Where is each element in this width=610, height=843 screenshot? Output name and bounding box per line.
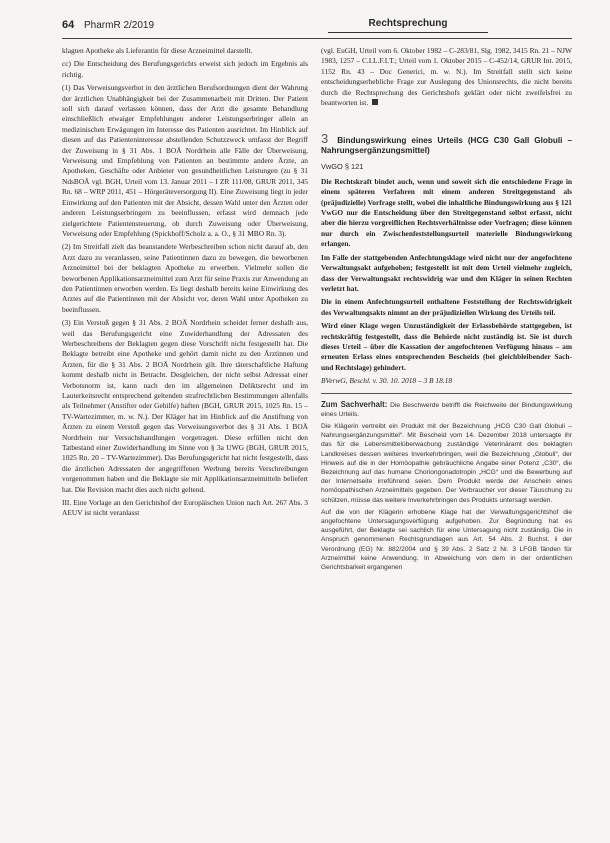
article-number: 3 bbox=[321, 131, 329, 147]
paragraph: (2) Im Streitfall zielt das beanstandete Werbeschreiben schon nicht darauf ab, den Arzt dazu zu veranlassen, seine Patientinnen dazu zu bewegen, die beworbenen Arzneimittel bei der beklagten Apotheke zu erwerben. Vielmehr sollen die beworbenen Applikationsarzneimittel zum Arzt für seine Praxis zur Anwendung an den Patientinnen erworben werden. Es liegt deshalb bereits keine Einwirkung des Arztes auf die Patientinnen mit der Absicht vor, deren Wahl unter Apotheken zu beeinflussen. bbox=[62, 242, 308, 314]
sachverhalt-paragraph: Die Klägerin vertreibt ein Produkt mit der Bezeichnung „HCG C30 Gall Globuli – Nahrungsergänzungsmittel“. Mit Bescheid vom 14. Dezember 2018 untersagte ihr das für die Lebensmittelüberwachung zuständige Veterinäramt des beklagten Landkreises dessen weiteres Inverkehrbringen, weil die Bezeichnung „Globuli“, der Hinweis auf die in der Homöopathie gebräuchliche Angabe einer Potenz „C30“, die Bezeichnung auf das humane Choriongonadotropin „HCG“ und die Bewerbung auf der Internetseite irreführend seien. Dem Produkt werde der Anschein eines homöopathischen Arzneimittels gegeben. Der Verbraucher vor dieser Täuschung zu schützen, müsse das weitere Inverkehrbringen des Produkts untersagt werden. bbox=[321, 422, 572, 504]
intro-text: (vgl. EuGH, Urteil vom 6. Oktober 1982 – C-283/81, Slg. 1982, 3415 Rn. 21 – NJW 1983, 1257 – C.I.L.F.I.T.; Urteil vom 1. Oktober 2015 – C-452/14, GRUR Int. 2015, 1152 Rn. 43 – Doc Generici, m. w. N.). Im Streitfall stellt sich keine entscheidungserhebliche Frage zur Auslegung des Unionsrechts, die nicht bereits durch die Rechtsprechung des Gerichtshofs geklärt oder nicht zweifelsfrei zu beantworten ist. bbox=[321, 46, 572, 108]
intro-paragraph bbox=[321, 46, 572, 108]
page-number: 64 bbox=[62, 19, 75, 31]
sachverhalt-lead-paragraph bbox=[321, 400, 572, 419]
paragraph: cc) Die Entscheidung des Berufungsgerichts erweist sich jedoch im Ergebnis als richtig. bbox=[62, 59, 308, 79]
sachverhalt-lead: Die Beschwerde betrifft die Reichweite der Bindungswirkung eines Urteils. bbox=[321, 401, 572, 418]
headnote: Die in einem Anfechtungsurteil enthaltene Feststellung der Rechtswidrigkeit des Verwaltungsakts nimmt an der präjudiziellen Wirkung des Urteils teil. bbox=[321, 297, 572, 317]
paragraph: (3) Ein Verstoß gegen § 31 Abs. 2 BOÄ Nordrhein scheidet ferner deshalb aus, weil das Berufungsgericht eine Zuwiderhandlung der Adressaten des Werbeschreibens der Beklagten gegen diese Vorschrift nicht festgestellt hat. Die Beklagte betreibt eine Apotheke und gehört damit nicht zu den Ärztinnen und Ärzten, für die § 31 Abs. 2 BOÄ Nordrhein gilt. Ihre täterschaftliche Haftung kommt deshalb nicht in Betracht. Desgleichen, der nicht selbst Adressat einer Verbotsnorm ist, kann nach den im allgemeinen Deliktsrecht und im Lauterkeitsrecht entsprechend geltenden strafrechtlichen Bestimmungen allenfalls als Teilnehmer (Anstifter oder Gehilfe) haften (BGH, GRUR 2015, 1025 Rn. 15 – TV-Wartezimmer, m. w. N.). Der Kläger hat im Hinblick auf die Anstiftung von Ärzten zu einem Verstoß gegen das Verweisungsverbot des § 31 Abs. 1 BOÄ Nordrhein nur Versuchshandlungen vorgetragen. Diese erfüllen nicht den Tatbestand einer Zuwiderhandlung im Sinne von § 3a UWG (BGH, GRUR 2015, 1025 Rn. 20 – TV-Wartezimmer). Das Berufungsgericht hat nicht festgestellt, dass die ärztlichen Adressaten der angegriffenen Werbung bereits Verschreibungen vorgenommen haben und die Beklagte sie mit Applikationsarzneimitteln beliefert hat. Die Revision macht dies auch nicht geltend. bbox=[62, 318, 308, 494]
headnote: Im Falle der stattgebenden Anfechtungsklage wird nicht nur der angefochtene Verwaltungsakt aufgehoben; festgestellt ist mit dem Urteil vielmehr zugleich, dass der Verwaltungsakt rechtswidrig war und den Kläger in seinen Rechten verletzt hat. bbox=[321, 252, 572, 293]
court-citation: BVerwG, Beschl. v. 30. 10. 2018 – 3 B 18.18 bbox=[321, 376, 453, 386]
header-rule bbox=[62, 38, 572, 39]
sachverhalt-heading: Zum Sachverhalt: bbox=[321, 399, 388, 409]
paragraph: III. Eine Vorlage an den Gerichtshof der Europäischen Union nach Art. 267 Abs. 3 AEUV ist nicht veranlasst bbox=[62, 498, 308, 518]
article-heading bbox=[321, 131, 573, 156]
section-title: Rechtsprechung bbox=[328, 18, 488, 33]
page-header bbox=[62, 14, 572, 44]
paragraph: (1) Das Verweisungsverbot in den ärztlichen Berufsordnungen dient der Wahrung der ärztlichen Unabhängigkeit bei der Zusammenarbeit mit Dritten. Der Patient soll sich darauf verlassen können, dass der Arzt die gesamte Behandlung einschließlich etwaiger Empfehlungen anderer Leistungserbringer allein an medizinischen Erwägungen im Interesse des Patienten ausrichtet. Im Hinblick auf diesen auf das Patienteninteresse abstellenden Schutzzweck umfasst der Begriff der Zuweisung in § 31 Abs. 1 BOÄ Nordrhein alle Fälle der Überweisung, Verweisung und Empfehlung von Patienten an bestimmte andere Ärzte, an Apotheken, Geschäfte oder Anbieter von gesundheitlichen Leistungen (zu § 31 NdsBOÄ vgl. BGH, Urteil vom 13. Januar 2011 – I ZR 111/08, GRUR 2011, 345 Rn. 68 – WRP 2011, 451 – Hörgeräteversorgung II). Eine Zuweisung liegt in jeder Einwirkung auf den Patienten mit der Absicht, dessen Wahl unter den Ärzten oder anderen Leistungserbringern zu beeinflussen, erfasst wird demnach jede zielgerichtete Patientensteuerung, ob durch Zuweisung oder Überweisung, Verweisung oder Empfehlung (Spickhoff/Scholz a. a. O., § 31 MBO Rn. 3). bbox=[62, 83, 308, 238]
headnote: Die Rechtskraft bindet auch, wenn und soweit sich die entschiedene Frage in einem späteren Verfahren mit einem anderen Streitgegenstand als (präjudizielle) Vorfrage stellt, wobei die inhaltliche Bindungswirkung aus § 121 VwGO nur die Entscheidung über den Streitgegenstand selbst erfasst, nicht aber die hierzu vorgreiflichen Rechtsverhältnisse oder Vorfragen; diese können nur durch ein Zwischenfeststellungsurteil materielle Bindungswirkung erlangen. bbox=[321, 176, 572, 249]
headnote: Wird einer Klage wegen Unzuständigkeit der Erlassbehörde stattgegeben, ist rechtskräftig festgestellt, dass die Behörde nicht zuständig ist. Sie ist durch dieses Urteil – über die Kassation der angefochtenen Verfügung hinaus – am erneuten Erlass eines entsprechenden Bescheids (bei gleichbleibender Sach- und Rechtslage) gehindert. bbox=[321, 321, 572, 372]
article-title: Bindungswirkung eines Urteils (HCG C30 Gall Globuli – Nahrungsergänzungsmittel) bbox=[321, 136, 573, 156]
norm-reference: VwGO § 121 bbox=[321, 162, 364, 172]
journal-name: PharmR 2/2019 bbox=[84, 20, 155, 31]
divider bbox=[321, 393, 572, 394]
sachverhalt-section bbox=[321, 400, 572, 573]
end-mark-icon bbox=[372, 99, 378, 105]
paragraph: klagten Apotheke als Lieferantin für diese Arzneimittel darstellt. bbox=[62, 46, 253, 55]
left-column bbox=[62, 46, 308, 522]
sachverhalt-paragraph: Auf die von der Klägerin erhobene Klage hat der Verwaltungsgerichtshof die angefochtene Untersagungsverfügung aufgehoben. Zur Begründung hat es ausgeführt, der Beklagte sei sachlich für eine Untersagung nicht zuständig. Die in Anspruch genommenen Rechtsgrundlagen aus Art. 54 Abs. 2 Buchst. ii der Verordnung (EG) Nr. 882/2004 und § 39 Abs. 2 Satz 2 Nr. 3 LFGB fänden für Arzneimittel keine Anwendung. In Abweichung von dem in der ordentlichen Gerichtsbarkeit ergangenen bbox=[321, 508, 572, 572]
right-column bbox=[321, 46, 572, 575]
